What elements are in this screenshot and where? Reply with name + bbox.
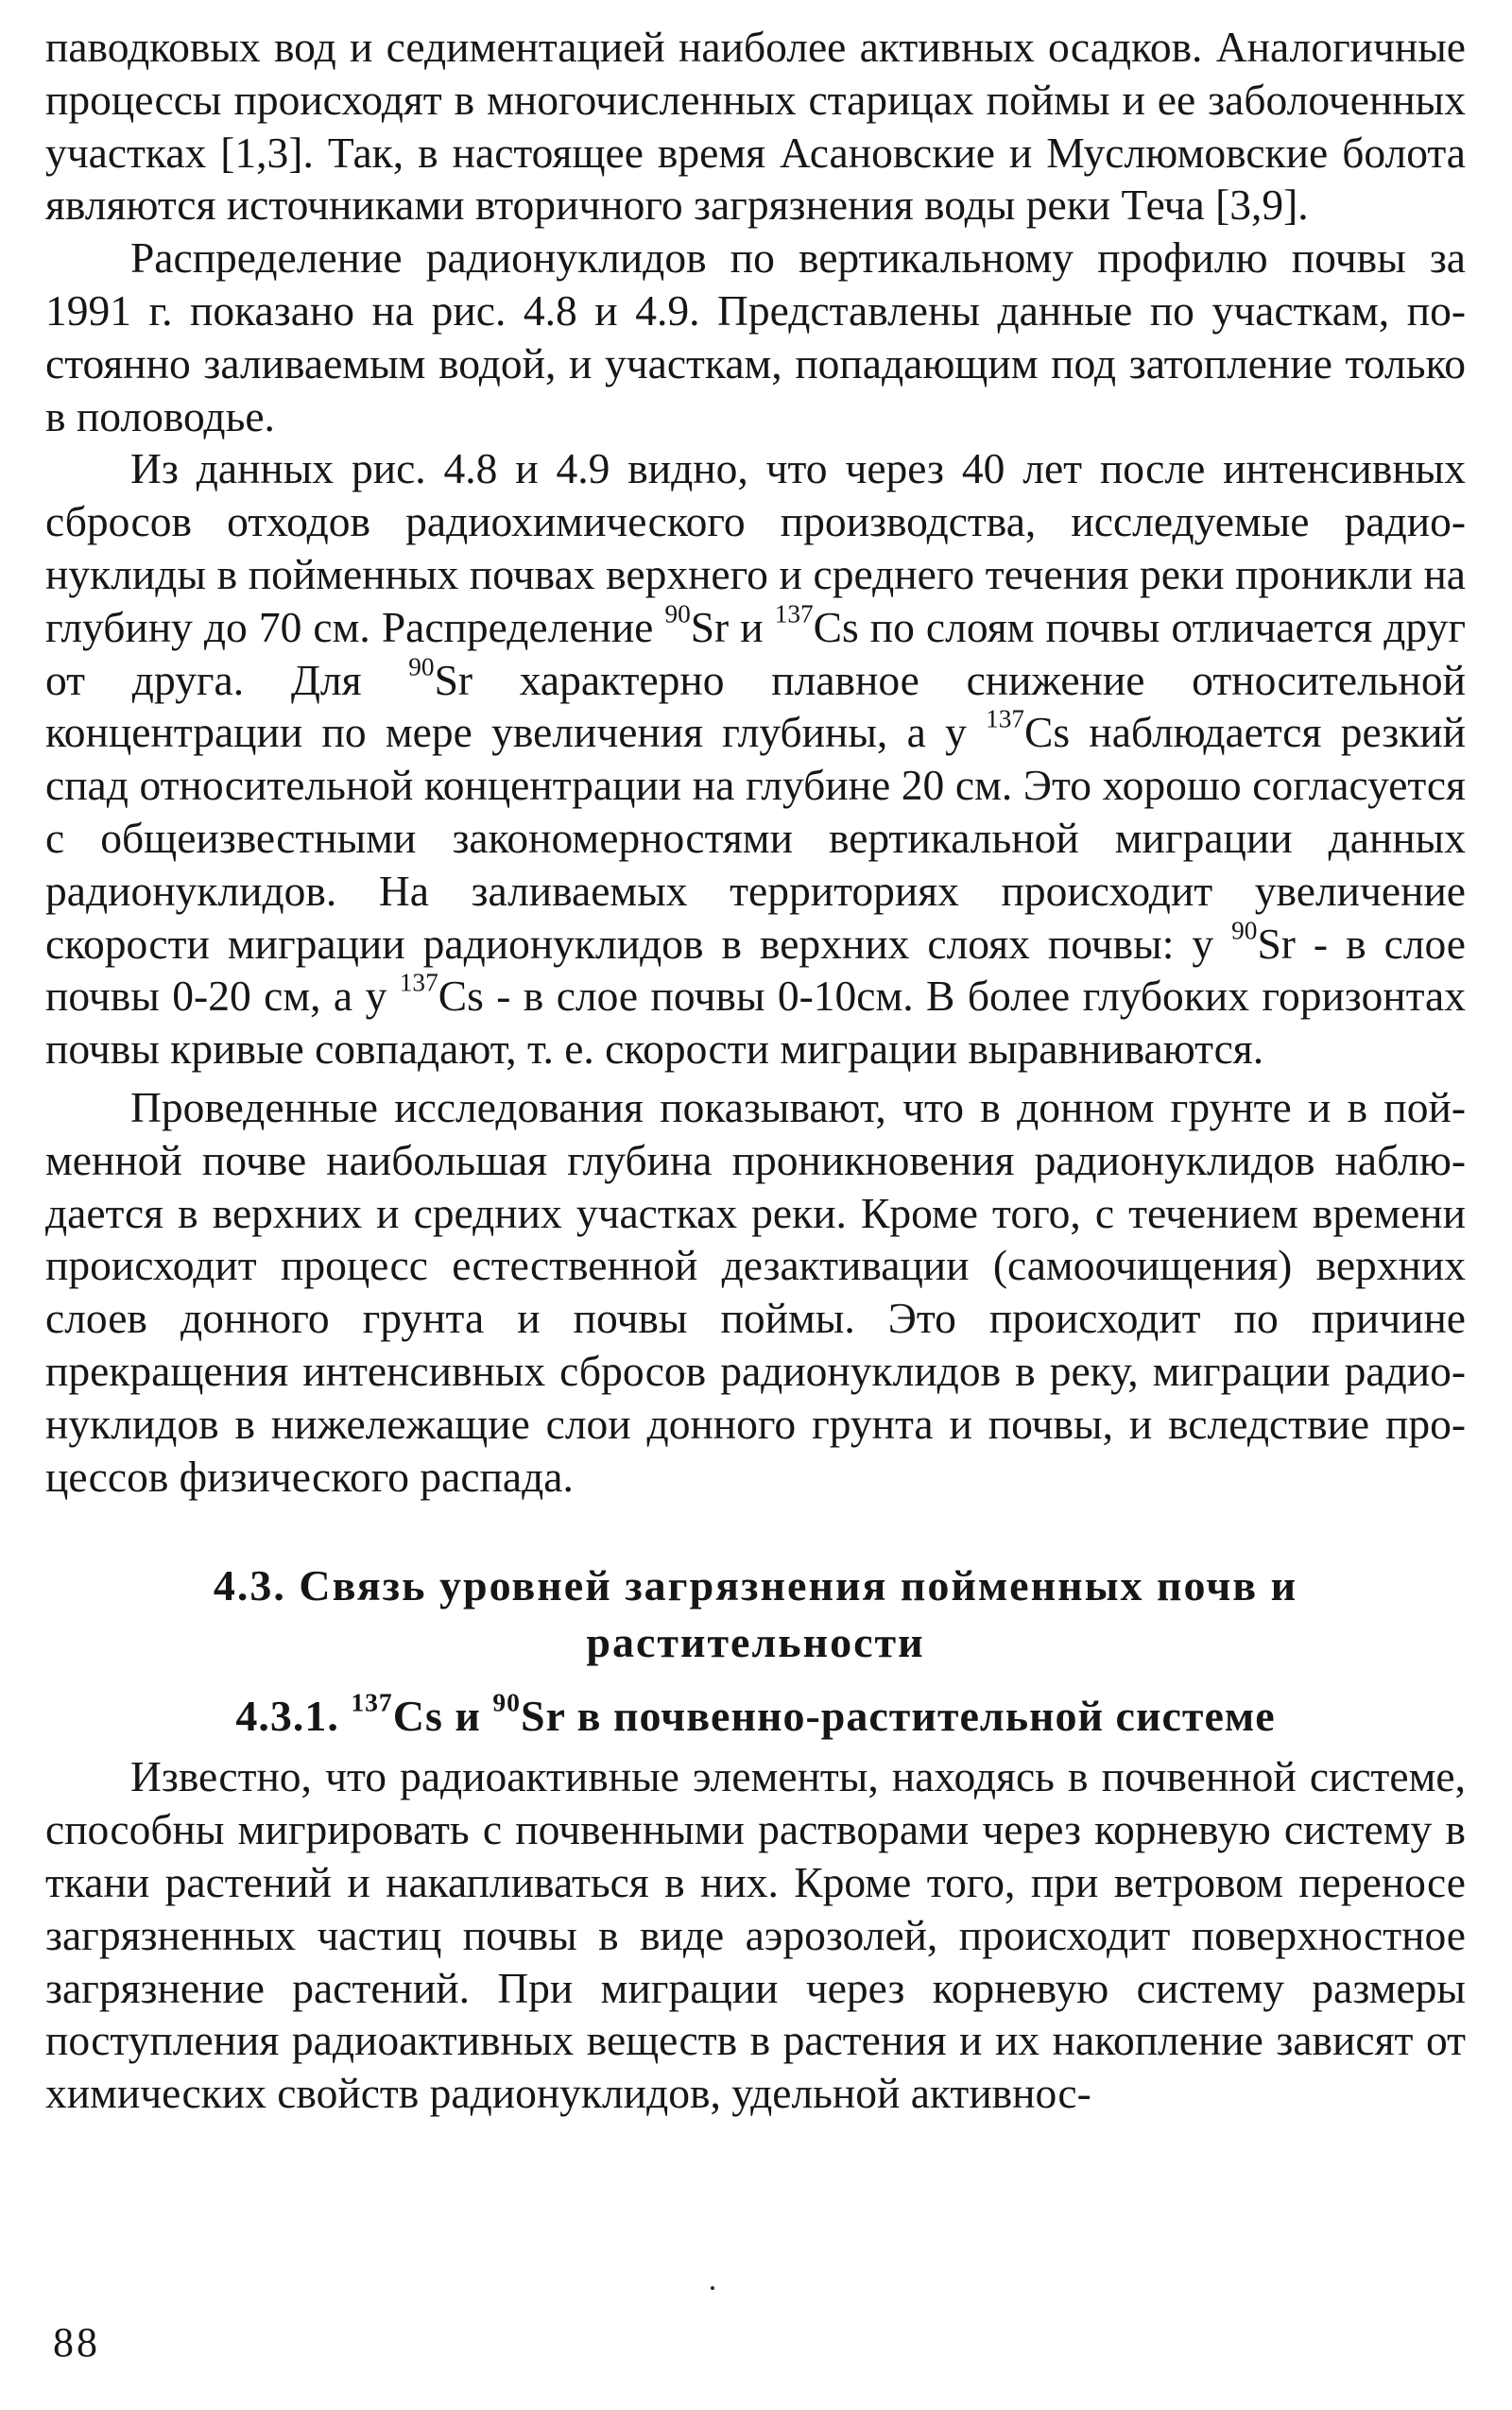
- paragraph-4: Проведенные исследования показывают, что в донном грунте и в пойменной почве наибольшая глубина проникновения радионуклидов наблюдается в верхних и средних участках реки. Кроме того, с течением времени происходит процесс естественной дезактивации (самоочищения) верхних слоев донного грунта и почвы поймы. Это происходит по причине прекращения интенсивных сбросов радионуклидов в реку, миграции радионуклидов в нижележащие слои донного грунта и почвы, и вследствие процессов физического распада.: [45, 1082, 1466, 1501]
- scan-speck: [711, 2286, 714, 2290]
- subsection-number: 4.3.1.: [235, 1692, 352, 1741]
- section-heading-line-2: растительности: [586, 1618, 925, 1667]
- isotope-mass-number: 137: [986, 704, 1025, 733]
- section-heading-line-1: 4.3. Связь уровней загрязнения пойменных почв и: [213, 1561, 1298, 1610]
- isotope-mass-number: 137: [399, 968, 438, 997]
- isotope-mass-number: 90: [492, 1687, 521, 1717]
- subsection-heading-text: Cs и: [392, 1692, 493, 1741]
- isotope-mass-number: 137: [351, 1687, 393, 1717]
- page: [45, 21, 1466, 2365]
- paragraph-5: Известно, что радиоактивные элементы, находясь в почвенной системе, способны мигрировать с почвенными растворами через корневую систему в ткани растений и накапливаться в них. Кроме того, при ветровом переносе загрязненных частиц почвы в виде аэрозолей, происходит поверхностное загрязнение растений. При миграции через корневую систему размеры поступления радиоактивных веществ в растения и их накопление зависят от химических свойств радионуклидов, удельной активнос-: [45, 1752, 1466, 2118]
- paragraph-3-text: Sr и: [690, 602, 775, 651]
- isotope-mass-number: 90: [664, 599, 691, 628]
- paragraph-3-text: Sr - в слое почвы 0-20 см, а у: [45, 919, 1467, 1021]
- paragraph-3-text: Sr характерно плавное снижение относительной концентрации по мере увеличения глубины, а у: [45, 655, 1466, 757]
- paragraph-1: паводковых вод и седиментацией наиболее активных осадков. Аналогичные процессы происходят в многочисленных старицах поймы и ее заболоченных участках [1,3]. Так, в настоящее время Асановские и Муслюмовские болота являются источниками вторичного загрязнения воды реки Теча [3,9].: [45, 23, 1466, 230]
- subsection-heading: [45, 1688, 1466, 1745]
- paragraph-2: Распределение радионуклидов по вертикальному профилю почвы за 1991 г. показано на рис. 4.8 и 4.9. Представлены данные по участкам, постоянно заливаемым водой, и участкам, попадающим под затопление только в половодье.: [45, 233, 1466, 440]
- isotope-mass-number: 90: [1231, 916, 1258, 945]
- isotope-mass-number: 137: [774, 599, 814, 628]
- paragraph-3-text: Cs по слоям почвы отличается друг от друга. Для: [45, 602, 1466, 704]
- subsection-heading-text: Sr в почвенно-растительной системе: [520, 1692, 1276, 1741]
- isotope-mass-number: 90: [408, 652, 435, 681]
- paragraph-3: [45, 442, 1466, 1076]
- paragraph-3-text: Из данных рис. 4.8 и 4.9 видно, что через 40 лет после интенсивных сбросов отходов радиохимического производства, исследуемые радионуклиды в пойменных почвах верхнего и среднего течения реки проникли на глубину до 70 см. Распределение: [45, 444, 1466, 651]
- paragraph-3-text: Cs - в слое почвы 0-10см. В более глубоких горизонтах почвы кривые совпадают, т. е. скорости миграции выравниваются.: [45, 972, 1466, 1074]
- page-number: 88: [53, 2319, 100, 2366]
- section-heading: [45, 1558, 1466, 1671]
- paragraph-3-text: Cs наблюдается резкий спад относительной концентрации на глубине 20 см. Это хорошо согласуется с общеизвестными закономерностями вертикальной миграции данных радионуклидов. На заливаемых территориях происходит увеличение скорости миграции радионуклидов в верхних слоях почвы: у: [45, 708, 1466, 968]
